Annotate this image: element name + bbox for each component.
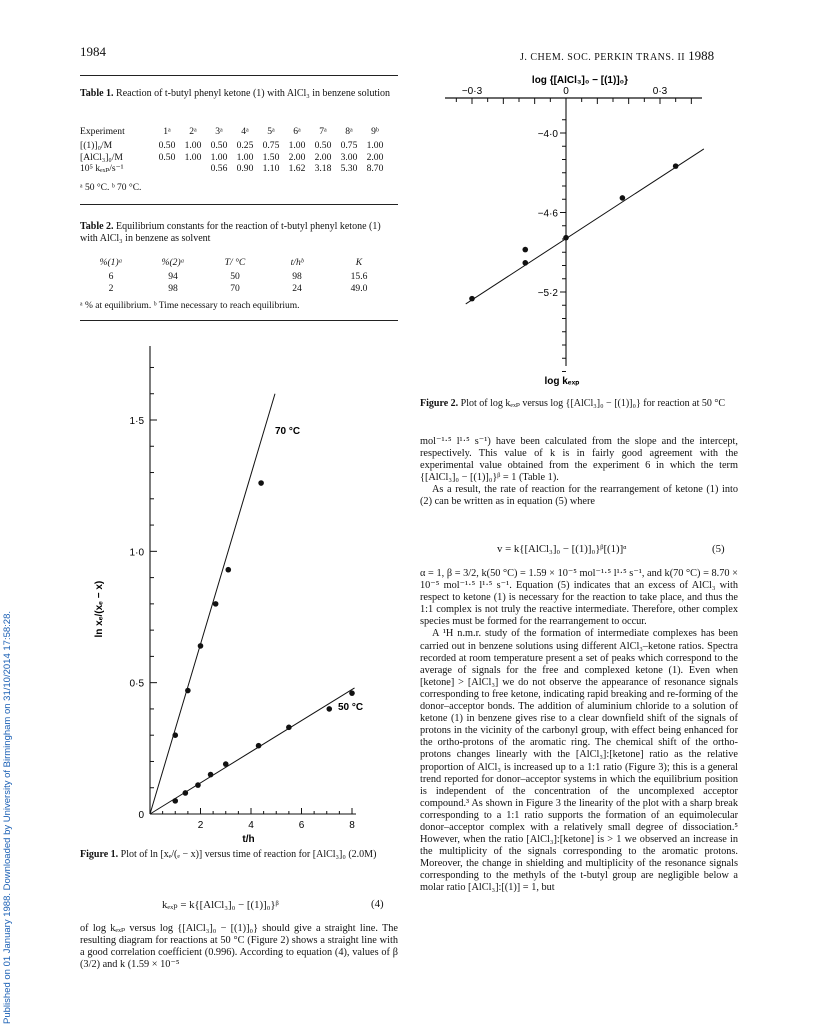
- table1-column-header: 9ᵇ: [371, 126, 379, 138]
- table-row: [80, 163, 388, 175]
- table2-bottom-rule: [80, 320, 398, 321]
- table1-cell: 0.50: [314, 140, 332, 151]
- table1-cell: 2.00: [288, 151, 306, 163]
- data-point: [225, 567, 231, 573]
- data-point: [172, 798, 178, 804]
- table1-column-header: 2ᵃ: [189, 126, 197, 138]
- table1-cell: 1.00: [366, 140, 384, 151]
- x-tick-label: 0·3: [652, 86, 668, 97]
- table1-cell: 3.18: [314, 163, 332, 174]
- equation5: v = k{[AlCl₃]₀ − [(1)]₀}ᵝ[(1)]ᵅ: [497, 543, 627, 555]
- x-tick-label: −0·3: [461, 86, 483, 97]
- table2-cell: 49.0: [350, 282, 368, 294]
- table2-caption: [80, 221, 398, 245]
- table1-cell: 0.75: [262, 140, 280, 151]
- table2-column-header: %(1)ᵃ: [99, 257, 123, 269]
- equation4-number: (4): [371, 898, 384, 910]
- table1-column-header: 3ᵃ: [215, 126, 223, 138]
- table1: [80, 124, 388, 175]
- table1-row-label: 10⁵ kₑₓₚ/s⁻¹: [80, 163, 124, 174]
- table2-cell: 98: [168, 282, 178, 294]
- left-column-paragraph: [80, 923, 398, 971]
- table1-cell: 0.25: [236, 140, 254, 151]
- table1-cell: 0.50: [158, 151, 176, 163]
- table-row: [80, 271, 390, 283]
- x-tick-label: 2: [197, 820, 204, 831]
- data-point: [522, 247, 528, 253]
- y-tick-label: −4·0: [537, 129, 558, 140]
- table1-column-header: 7ᵃ: [319, 126, 327, 138]
- table1-row-label: [(1)]₀/M: [80, 140, 113, 151]
- series-label-70c: 70 °C: [275, 426, 301, 437]
- data-point: [469, 296, 475, 302]
- series-label-50c: 50 °C: [338, 702, 364, 713]
- journal-name: J. CHEM. SOC. PERKIN TRANS. II: [520, 52, 686, 63]
- table2-label: Table 2.: [80, 221, 114, 232]
- data-point: [185, 688, 191, 694]
- figure2-caption: [420, 398, 738, 410]
- table1-cell: 3.00: [340, 151, 358, 163]
- data-point: [198, 643, 204, 649]
- right-column-text-top: [420, 436, 738, 509]
- table2-cell: 6: [108, 271, 114, 282]
- table1-caption: [80, 88, 398, 100]
- download-notice: Published on 01 January 1988. Downloaded by University of Birmingham on 31/10/2014 17:58:28.: [2, 611, 13, 1024]
- table1-column-header: 4ᵃ: [241, 126, 249, 138]
- y-tick-label: 1·0: [129, 547, 144, 559]
- table-row: [80, 152, 388, 164]
- journal-year: 1988: [688, 48, 715, 63]
- table-row: [80, 283, 390, 295]
- table2-caption-text: Equilibrium constants for the reaction of t-butyl phenyl ketone (1) with AlCl₃ in benzene as solvent: [80, 221, 381, 244]
- table1-cell: 0.75: [340, 140, 358, 151]
- table1-cell: 1.50: [262, 151, 280, 163]
- paragraph: As a result, the rate of reaction for the rearrangement of ketone (1) into (2) can be written as in equation (5) where: [420, 484, 738, 508]
- x-tick-label: 0: [563, 86, 569, 97]
- table1-label: Table 1.: [80, 88, 114, 99]
- y-axis-label: log kₑₓₚ: [544, 376, 580, 387]
- fit-line: [466, 149, 704, 304]
- table2-cell: 70: [230, 282, 240, 294]
- table1-cell: 1.62: [288, 163, 306, 174]
- y-tick-label: −5·2: [537, 288, 558, 299]
- figure1-caption: [80, 849, 398, 861]
- table1-cell: 1.00: [184, 140, 202, 151]
- table1-cell: 2.00: [314, 151, 332, 163]
- equation5-number: (5): [712, 543, 725, 555]
- table1-cell: 1.10: [262, 163, 280, 174]
- data-point: [213, 601, 219, 607]
- table-row: [80, 140, 388, 152]
- data-point: [326, 706, 332, 712]
- table1-caption-text: Reaction of t-butyl phenyl ketone (1) with AlCl₃ in benzene solution: [116, 88, 391, 99]
- data-point: [349, 690, 355, 696]
- table1-row-label: [AlCl₃]₀/M: [80, 151, 123, 163]
- data-point: [183, 790, 189, 796]
- table1-cell: 1.00: [184, 151, 202, 163]
- table2-cell: 50: [230, 271, 240, 282]
- table1-column-header: 5ᵃ: [267, 126, 275, 138]
- table2-cell: 24: [292, 282, 302, 294]
- table1-column-header: 6ᵃ: [293, 126, 301, 138]
- table1-cell: 0.56: [210, 163, 228, 174]
- paragraph: α = 1, β = 3/2, k(50 °C) = 1.59 × 10⁻⁵ mol⁻¹·⁵ l¹·⁵ s⁻¹, and k(70 °C) = 8.70 × 10⁻⁵ mol⁻¹·⁵ l¹·⁵ s⁻¹. Equation (5) indicates that an excess of AlCl₃ with respect to ketone (1) is necessary for the reaction to take place, and thus the 1:1 complex is not truly the reactive intermediate. Therefore, other complex species must be formed for the rearrangement to occur.: [420, 568, 738, 628]
- y-tick-label: 0: [138, 810, 144, 821]
- table2-column-header: T/ °C: [224, 257, 246, 269]
- data-point: [286, 725, 292, 731]
- table1-cell: 1.00: [210, 151, 228, 163]
- table2: [80, 255, 390, 294]
- data-point: [223, 761, 229, 767]
- table1-cell: 8.70: [366, 163, 384, 174]
- table2-column-header: t/hᵇ: [290, 257, 304, 269]
- table1-cell: 1.00: [236, 151, 254, 163]
- data-point: [195, 782, 201, 788]
- table1-cell: 0.50: [210, 140, 228, 151]
- table1-header-label: Experiment: [80, 126, 125, 138]
- table1-top-rule: [80, 75, 398, 76]
- table2-cell: 2: [108, 282, 114, 294]
- figure2-label: Figure 2.: [420, 398, 459, 409]
- figure1-plot: [80, 336, 400, 846]
- data-point: [673, 163, 679, 169]
- paragraph: mol⁻¹·⁵ l¹·⁵ s⁻¹) have been calculated from the slope and the intercept, respectively. This value of k is in fairly good agreement with the experimental value obtained from the experiment 6 in which the term {[AlCl₃]₀ − [(1)]₀}ᵝ = 1 (Table 1).: [420, 436, 738, 484]
- equation4: kₑₓₚ = k{[AlCl₃]₀ − [(1)]₀}ᵝ: [162, 899, 279, 911]
- figure1-caption-text: Plot of ln [xₑ/(ₑ − x)] versus time of reaction for [AlCl₃]₀ (2.0M): [120, 849, 377, 860]
- running-head: [520, 48, 714, 64]
- table1-bottom-rule: [80, 204, 398, 205]
- x-axis-label: t/h: [242, 834, 255, 845]
- table2-column-header: K: [355, 257, 363, 269]
- data-point: [208, 772, 214, 778]
- data-point: [258, 480, 264, 486]
- table2-footnote: ᵃ % at equilibrium. ᵇ Time necessary to reach equilibrium.: [80, 301, 300, 311]
- table1-cell: [154, 163, 180, 175]
- paragraph: A ¹H n.m.r. study of the formation of intermediate complexes has been carried out in benzene solutions using different AlCl₃–ketone ratios. Spectra recorded at room temperature present a set of peaks which correspond to the average of signals for the free and complexed ketone (1). Even when [ketone] > [AlCl₃] we do not observe the appearance of resonance signals corresponding to free ketone, indicating rapid breaking and re-forming of the donor–acceptor bonds. The addition of aluminium chloride to a solution of ketone (1) in benzene gives rise to a clear downfield shift of the signals of protons in the vicinity of the carbonyl group, with effect being enhanced for the ortho-protons of the aromatic ring. The chemical shift of the ortho-protons changes linearly with the [AlCl₃]:[ketone] ratio as the relative proportion of AlCl₃ is increased up to a 1:1 ratio (Figure 3); this is a general trend reported for donor–acceptor systems in which the equilibrium position is independent of the concentration of the uncomplexed acceptor compound.³ As shown in Figure 3 the linearity of the plot with a sharp break corresponding to a 1:1 ratio supports the formation of an equimolecular donor–acceptor complex with a relatively small degree of dissociation.⁵ However, when the ratio [AlCl₃]:[ketone] is > 1 we observed an increase in the multiplicity of the signals corresponding to the aromatic protons. Moreover, the change in shielding and multiplicity of the resonance signals corresponding to the methyls of the t-butyl group are negligible below a molar ratio [AlCl₃]:[(1)] = 1, but: [420, 628, 738, 894]
- x-tick-label: 6: [298, 820, 305, 831]
- data-point: [563, 235, 569, 241]
- table1-cell: 1.00: [288, 140, 306, 151]
- table2-cell: 15.6: [350, 271, 368, 282]
- fit-line-50c: [150, 688, 355, 814]
- fit-line-70c: [150, 394, 275, 814]
- y-tick-label: 0·5: [129, 678, 144, 690]
- data-point: [522, 260, 528, 266]
- figure2-caption-text: Plot of log kₑₓₚ versus log {[AlCl₃]₀ − [(1)]₀} for reaction at 50 °C: [460, 398, 726, 409]
- table1-cell: 0.50: [158, 140, 176, 151]
- figure1-label: Figure 1.: [80, 849, 119, 860]
- page-number: 1984: [80, 44, 106, 59]
- data-point: [620, 195, 626, 201]
- table2-cell: 98: [292, 271, 302, 282]
- data-point: [256, 743, 262, 749]
- y-tick-label: −4·6: [537, 208, 558, 220]
- x-tick-label: 8: [349, 820, 355, 831]
- table1-cell: 5.30: [340, 163, 358, 174]
- y-axis-label: ln xₑ/(xₑ − x): [94, 580, 105, 638]
- table1-cell: 0.90: [236, 163, 254, 174]
- table2-cell: 94: [168, 271, 178, 282]
- table1-footnote: ᵃ 50 °C. ᵇ 70 °C.: [80, 183, 142, 193]
- table1-cell: [180, 163, 206, 175]
- paragraph: of log kₑₓₚ versus log {[AlCl₃]₀ − [(1)]₀} should give a straight line. The resulting diagram for reactions at 50 °C (Figure 2) shows a straight line with a good correlation coefficient (0.996). According to equation (4), values of β (3/2) and k (1.59 × 10⁻⁵: [80, 923, 398, 971]
- y-tick-label: 1·5: [129, 416, 144, 427]
- figure2-plot: [420, 66, 740, 396]
- x-tick-label: 4: [248, 820, 254, 831]
- table1-column-header: 1ᵃ: [163, 126, 171, 138]
- table1-column-header: 8ᵃ: [345, 126, 353, 138]
- table2-column-header: %(2)ᵃ: [161, 257, 185, 269]
- table1-cell: 2.00: [366, 151, 384, 163]
- right-column-text-bottom: [420, 568, 738, 895]
- data-point: [172, 732, 178, 738]
- x-axis-label: log {[AlCl₃]₀ − [(1)]₀}: [531, 75, 629, 86]
